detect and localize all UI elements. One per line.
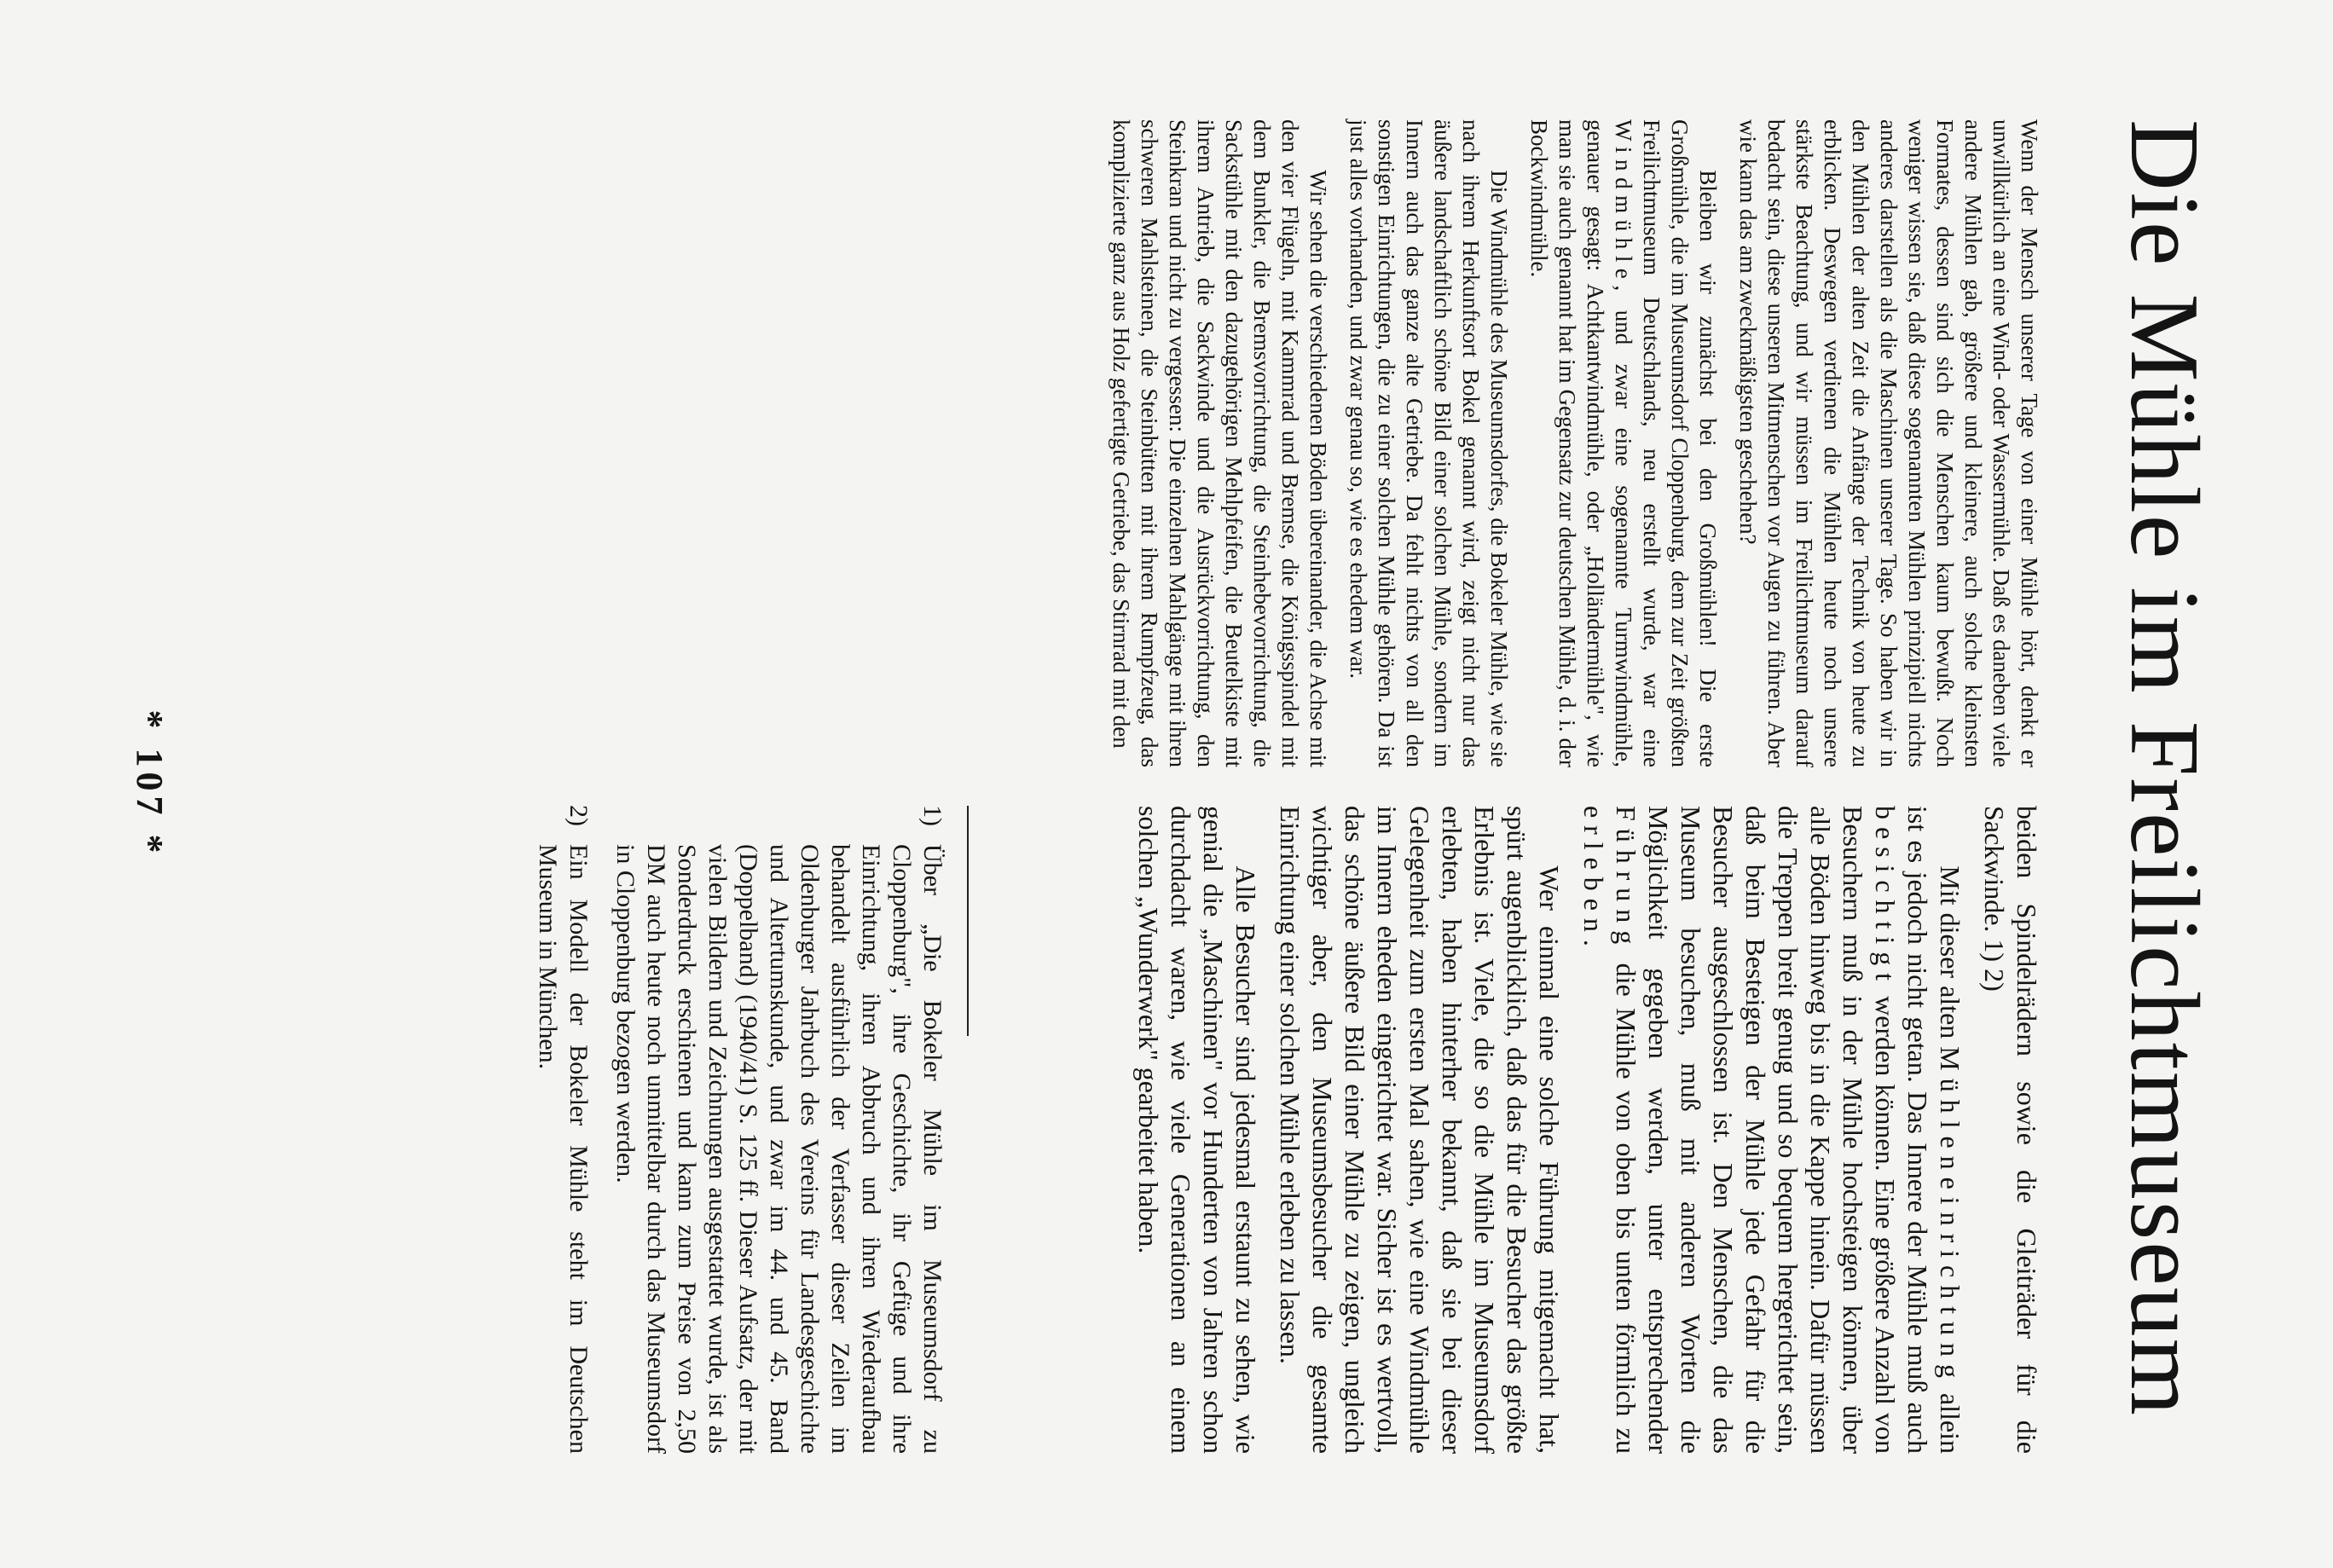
paragraph: Mit dieser alten Mühleneinrichtung allein ist es jedoch nicht getan. Das Innere der Mühle muß auch besichtigt werden können. Eine größere Anzahl von Besuchern muß in der Mühle hochsteigen können, über alle Böden hinweg bis in die Kappe hinein. Dafür müssen die Treppen breit genug und so bequem hergerichtet sein, daß beim Besteigen der Mühle jede Gefahr für die Besucher ausgeschlossen ist. Den Menschen, die das Museum besuchen, muß mit anderen Worten die Möglichkeit gegeben werden, unter entsprechender Führung die Mühle von oben bis unten förmlich zu erleben. — [1578, 806, 1965, 1455]
paragraph: beiden Spindelrädern sowie die Gleiträder für die Sackwinde. 1) 2) — [1979, 806, 2042, 1454]
footnote-divider — [967, 806, 969, 1036]
footnote-2: 2) Ein Modell der Bokeler Mühle steht im Deutschen Museum in München. — [534, 805, 593, 1454]
page-number: * 107 * — [129, 709, 171, 859]
paragraph: Alle Besucher sind jedesmal erstaunt zu sehen, wie genial die „Maschinen" vor Hunderten von Jahren schon durchdacht waren, wie viele Generationen an einem solchen „Wunderwerk" gearbeitet haben. — [1133, 806, 1261, 1454]
paragraph: Wer einmal eine solche Führung mitgemacht hat, spürt augenblicklich, daß das für die Besucher das größte Erlebnis ist. Viele, die so die Mühle im Museumsdorf erlebten, haben hinterher bekannt, daß sie bei dieser Gelegenheit zum ersten Mal sahen, wie eine Windmühle im Innern eheden eingerichtet war. Sicher ist es wertvoll, das schöne äußere Bild einer Mühle zu zeigen, ungleich wichtiger aber, den Museumsbesucher die gesamte Einrichtung einer solchen Mühle erleben zu lassen. — [1275, 806, 1565, 1454]
paragraph: Wenn der Mensch unserer Tage von einer Mühle hört, denkt er unwillkürlich an eine Wind- oder Wassermühle. Daß es daneben viele andere Mühlen gab, größere und kleinere, auch solche kleinsten Formates, dessen sind sich die Menschen kaum bewußt. Noch weniger wissen sie, daß diese sogenannten Mühlen prinzipiell nichts anderes darstellen als die Maschinen unserer Tage. So haben wir in den Mühlen der alten Zeit die Anfänge der Technik von heute zu erblicken. Deswegen verdienen die Mühlen heute noch unsere stärkste Beachtung, und wir müssen im Freilichtmuseum darauf bedacht sein, diese unseren Mitmenschen vor Augen zu führen. Aber wie kann das am zweckmäßigsten geschehen? — [1735, 119, 2042, 767]
text-column-left — [1095, 119, 2043, 767]
text-column-right — [1120, 806, 2043, 1454]
page-title: Die Mühle im Freilichtmuseum — [2110, 119, 2219, 1417]
paragraph: Bleiben wir zunächst bei den Großmühlen! Die erste Großmühle, die im Museumsdorf Cloppenburg, dem zur Zeit größten Freilichtmuseum Deutschlands, neu erstellt wurde, war eine Windmühle, und zwar eine sogenannte Turmwindmühle, genauer gesagt: Achtkantwindmühle, oder „Holländermühle", wie man sie auch genannt hat im Gegensatz zur deutschen Mühle, d. i. der Bockwindmühle. — [1526, 119, 1721, 767]
footnote-1: 1) Über „Die Bokeler Mühle im Museumsdorf zu Cloppenburg", ihre Geschichte, ihr Gefüge und ihre Einrichtung, ihren Abbruch und ihren Wiederaufbau behandelt ausführlich der Verfasser dieser Zeilen im Oldenburger Jahrbuch des Vereins für Landesgeschichte und Altertumskunde, und zwar im 44. und 45. Band (Doppelband) (1940/41) S. 125 ff. Dieser Aufsatz, der mit vielen Bildern und Zeichnungen ausgestattet wurde, ist als Sonderdruck erschienen und kann zum Preise von 2,50 DM auch heute noch unmittelbar durch das Museumsdorf in Cloppenburg bezogen werden. — [611, 805, 947, 1454]
paragraph: Die Windmühle des Museumsdorfes, die Bokeler Mühle, wie sie nach ihrem Herkunftsort Bokel genannt wird, zeigt nicht nur das äußere landschaftlich schöne Bild einer solchen Mühle, sondern im Innern auch das ganze alte Getriebe. Da fehlt nichts von all den sonstigen Einrichtungen, die zu einer solchen Mühle gehören. Da ist just alles vorhanden, und zwar genau so, wie es ehedem war. — [1346, 119, 1512, 767]
paragraph: Wir sehen die verschiedenen Böden übereinander, die Achse mit den vier Flügeln, mit Kammrad und Bremse, die Königsspindel mit dem Bunkler, die Bremsvorrichtung, die Steinhebevorrichtung, die Sackstühle mit den dazugehörigen Mehlpfeifen, die Beutelkiste mit ihrem Antrieb, die Sackwinde und die Ausrückvorrichtung, den Steinkran und nicht zu vergessen: Die einzelnen Mahlgänge mit ihren schweren Mahlsteinen, die Steinbütten mit ihrem Rumpfzeug, das komplizierte ganz aus Holz gefertigte Getriebe, das Stirnrad mit den — [1109, 119, 1331, 767]
